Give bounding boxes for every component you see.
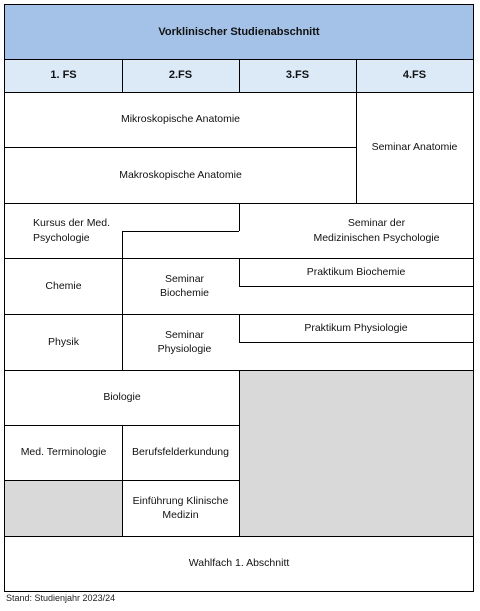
module-berufsfelderkundung: Berufsfelderkundung — [132, 446, 229, 459]
grid-line — [122, 425, 123, 536]
empty-cell — [5, 480, 122, 536]
grid-line — [122, 258, 123, 370]
grid-line — [239, 203, 240, 231]
module-mikroskopische-anatomie: Mikroskopische Anatomie — [120, 113, 241, 126]
grid-line — [4, 92, 474, 93]
module-praktikum-biochemie: Praktikum Biochemie — [306, 265, 406, 278]
table-title: Vorklinischer Studienabschnitt — [5, 5, 473, 59]
grid-line — [122, 231, 239, 232]
grid-line — [4, 147, 356, 148]
grid-line — [356, 59, 357, 203]
semester-header-3: 3.FS — [239, 59, 356, 92]
grid-line — [122, 59, 123, 92]
grid-line — [239, 258, 240, 286]
grid-line — [239, 370, 240, 536]
module-praktikum-physiologie: Praktikum Physiologie — [304, 321, 408, 334]
module-kursus-psychologie: Kursus der Med. Psychologie — [33, 217, 111, 244]
table-border — [4, 591, 474, 592]
grid-line — [4, 536, 474, 537]
semester-header-4: 4.FS — [356, 59, 473, 92]
semester-header-1: 1. FS — [5, 59, 122, 92]
grid-line — [239, 314, 240, 342]
module-seminar-physiologie: Seminar Physiologie — [157, 328, 212, 355]
module-einfuehrung-klinische-medizin: Einführung Klinische Medizin — [132, 494, 229, 521]
module-wahlfach: Wahlfach 1. Abschnitt — [188, 557, 290, 570]
module-seminar-psychologie: Seminar der Medizinischen Psychologie — [313, 217, 440, 244]
empty-cell — [239, 370, 473, 536]
module-biologie: Biologie — [103, 391, 141, 404]
module-seminar-anatomie: Seminar Anatomie — [371, 141, 458, 154]
semester-header-2: 2.FS — [122, 59, 239, 92]
module-med-terminologie: Med. Terminologie — [20, 446, 107, 459]
module-makroskopische-anatomie: Makroskopische Anatomie — [119, 168, 242, 181]
grid-line — [239, 342, 474, 343]
module-physik: Physik — [48, 335, 79, 348]
table-border — [4, 4, 474, 5]
module-seminar-biochemie: Seminar Biochemie — [159, 272, 210, 299]
grid-line — [122, 231, 123, 258]
footer-note: Stand: Studienjahr 2023/24 — [6, 593, 116, 603]
grid-line — [239, 286, 474, 287]
grid-line — [239, 59, 240, 92]
module-chemie: Chemie — [45, 279, 82, 292]
